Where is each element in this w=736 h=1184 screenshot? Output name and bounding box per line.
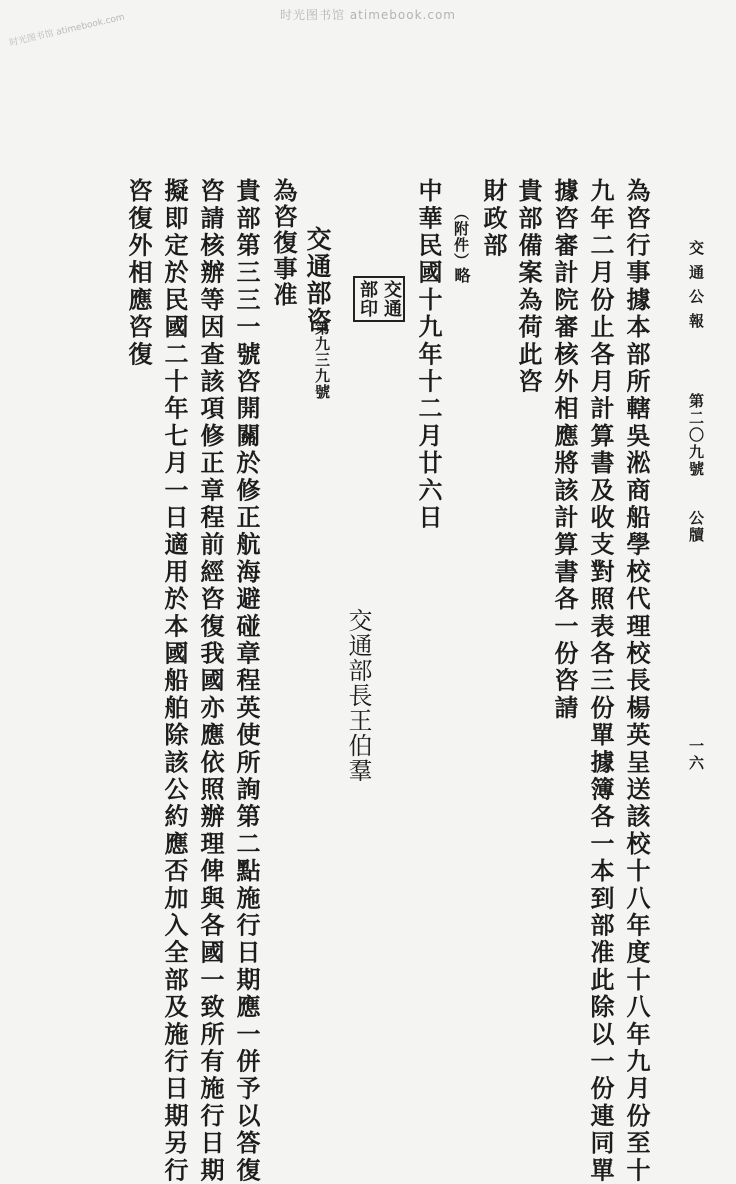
doc1-date: 中華民國十九年十二月廿六日: [414, 178, 443, 532]
official-seal: [353, 276, 405, 322]
issue-number: 第二〇九號: [687, 393, 705, 478]
doc1-attachment-label: （附件）: [452, 205, 470, 269]
doc2-line-4: 咨復外相應咨復: [124, 178, 153, 369]
section-label: 公牘: [687, 510, 705, 544]
doc1-line-3: 據咨審計院審核外相應將該計算書各一份咨請: [550, 178, 579, 722]
watermark-top: 时光图书馆 atimebook.com: [280, 8, 456, 22]
doc2-subject: 為咨復事准: [269, 178, 298, 308]
doc2-line-2: 咨請核辦等因查該項修正章程前經咨復我國亦應依照辦理俾與各國一致所有施行日期: [196, 178, 225, 1184]
doc1-signature: 交通部長王伯羣: [344, 608, 372, 783]
doc2-number: 第九三九號: [313, 320, 331, 400]
doc1-line-1: 為咨行事據本部所轄吳淞商船學校代理校長楊英呈送該校十八年度十八年九月份至十: [622, 178, 651, 1184]
doc1-attachment-omitted: 略: [452, 267, 471, 284]
seal-text-2: 部印: [357, 280, 378, 318]
doc2-line-3: 擬即定於民國二十年七月一日適用於本國船舶除該公約應否加入全部及施行日期另行: [160, 178, 189, 1184]
publication-title: 交 通 公 報: [687, 240, 705, 330]
doc1-line-4: 貴部備案為荷此咨: [514, 178, 543, 396]
doc1-line-2: 九年二月份止各月計算書及收支對照表各三份單據簿各一本到部准此除以一份連同單: [586, 178, 615, 1184]
doc2-line-1: 貴部第三三一號咨開關於修正航海避碰章程英使所詢第二點施行日期應一併予以答復: [232, 178, 261, 1184]
doc2-title: 交通部咨: [303, 226, 332, 334]
page-number: 一六: [687, 738, 705, 772]
doc1-recipient: 財政部: [479, 178, 508, 260]
seal-text-1: 交通: [381, 280, 402, 318]
watermark-corner: 时光图书馆 atimebook.com: [8, 12, 126, 49]
